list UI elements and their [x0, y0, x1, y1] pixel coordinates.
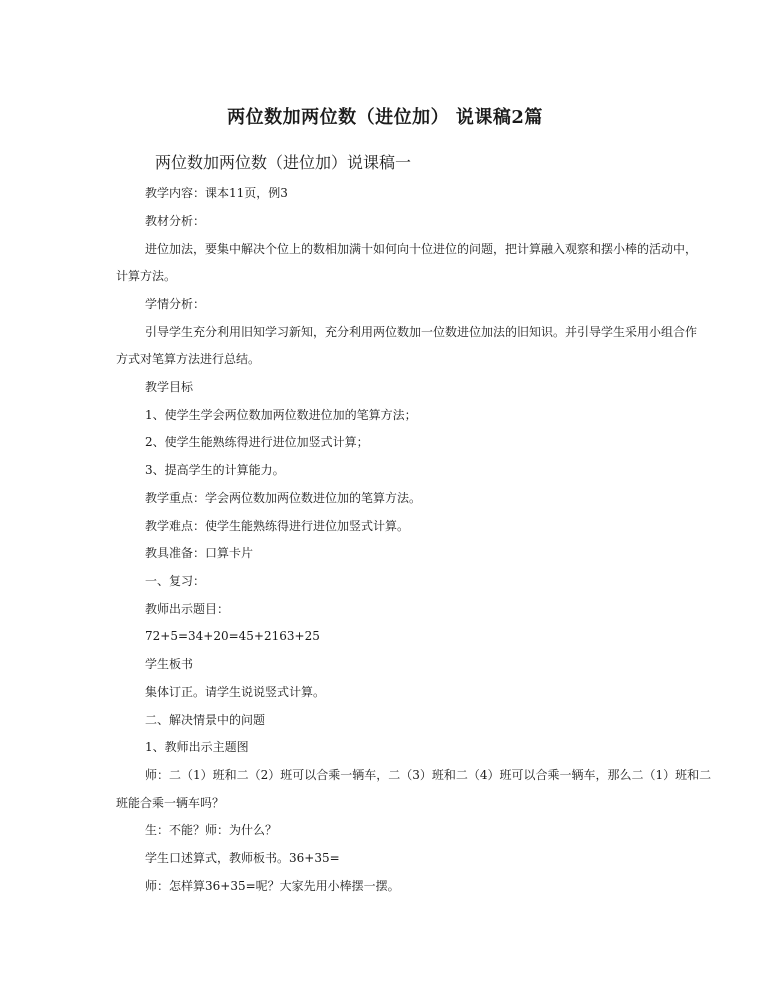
text-line: 教学重点：学会两位数加两位数进位加的笔算方法。: [145, 491, 422, 505]
text-line: 教学内容：课本11页，例3: [145, 186, 288, 200]
text-line: 教学目标: [145, 380, 194, 394]
text-line: 教学难点：使学生能熟练得进行进位加竖式计算。: [145, 519, 410, 533]
text-line: 学情分析：: [145, 297, 206, 311]
text-line: 班能合乘一辆车吗？: [116, 796, 225, 810]
text-line: 计算方法。: [116, 269, 177, 283]
text-line: 方式对笔算方法进行总结。: [116, 352, 261, 366]
text-line: 师：怎样算36+35=呢？大家先用小棒摆一摆。: [145, 879, 400, 893]
text-line: 1、使学生学会两位数加两位数进位加的笔算方法；: [145, 408, 417, 422]
text-line: 教材分析：: [145, 214, 206, 228]
text-line: 引导学生充分利用旧知学习新知，充分利用两位数加一位数进位加法的旧知识。并引导学生采用小组合作: [145, 325, 698, 339]
section-title: 两位数加两位数（进位加）说课稿一: [155, 153, 412, 172]
text-line: 教师出示题目：: [145, 602, 230, 616]
text-line: 一、复习：: [145, 574, 206, 588]
text-line: 72+5=34+20=45+2163+25: [145, 629, 320, 643]
text-line: 1、教师出示主题图: [145, 740, 249, 754]
text-line: 进位加法，要集中解决个位上的数相加满十如何向十位进位的问题，把计算融入观察和摆小棒的活动中，: [145, 242, 698, 256]
document-title: 两位数加两位数（进位加） 说课稿2篇: [227, 107, 543, 128]
text-line: 集体订正。请学生说说竖式计算。: [145, 685, 326, 699]
text-line: 3、提高学生的计算能力。: [145, 463, 285, 477]
text-line: 学生口述算式，教师板书。36+35=: [145, 851, 340, 865]
text-line: 二、解决情景中的问题: [145, 713, 266, 727]
text-line: 师：二（1）班和二（2）班可以合乘一辆车，二（3）班和二（4）班可以合乘一辆车，那么二（1）班和二: [145, 768, 712, 782]
text-line: 教具准备：口算卡片: [145, 546, 254, 560]
text-line: 学生板书: [145, 657, 194, 671]
text-line: 生：不能？师：为什么？: [145, 823, 278, 837]
text-line: 2、使学生能熟练得进行进位加竖式计算；: [145, 435, 369, 449]
